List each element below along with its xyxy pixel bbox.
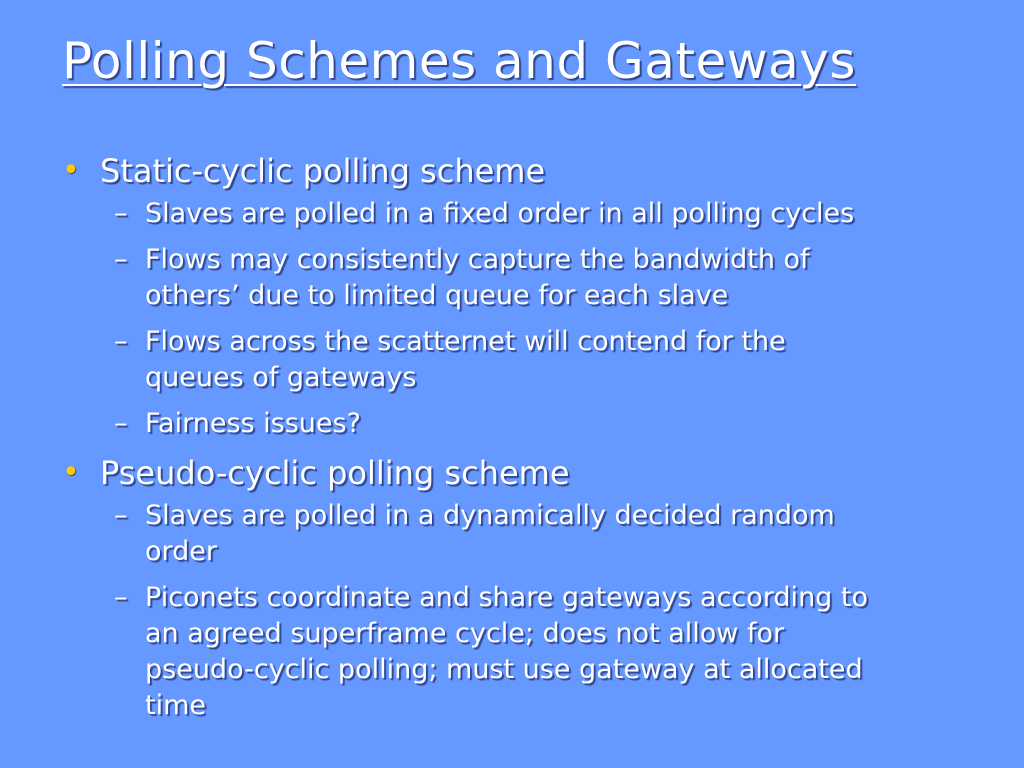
sub-bullet-item [100, 242, 960, 314]
sub-bullet-item [100, 406, 960, 442]
bullet-heading: Pseudo-cyclic polling scheme [100, 454, 570, 492]
dash-icon: – [114, 408, 128, 439]
bullet-item-pseudo-cyclic [60, 452, 960, 724]
sub-bullet-list [100, 498, 960, 724]
bullet-item-static-cyclic [60, 150, 960, 442]
dash-icon: – [114, 244, 128, 275]
dash-icon: – [114, 582, 128, 613]
sub-bullet-list [100, 196, 960, 442]
sub-bullet-item [100, 324, 960, 396]
sub-bullet-text: Flows across the scatternet will contend for the queues of gateways [145, 326, 786, 393]
sub-bullet-item [100, 498, 960, 570]
dash-icon: – [114, 500, 128, 531]
sub-bullet-item [100, 580, 960, 724]
dash-icon: – [114, 198, 128, 229]
bullet-icon: • [62, 455, 80, 490]
sub-bullet-text: Slaves are polled in a fixed order in all polling cycles [145, 198, 855, 229]
sub-bullet-item [100, 196, 960, 232]
bullet-list [60, 150, 960, 734]
sub-bullet-text: Fairness issues? [145, 408, 361, 439]
dash-icon: – [114, 326, 128, 357]
slide-title: Polling Schemes and Gateways [62, 32, 856, 90]
bullet-heading: Static-cyclic polling scheme [100, 152, 546, 190]
sub-bullet-text: Piconets coordinate and share gateways according to an agreed superframe cycle; does not allow for pseudo-cyclic polling; must use gateway at allocated time [145, 582, 869, 721]
bullet-icon: • [62, 153, 80, 188]
sub-bullet-text: Slaves are polled in a dynamically decided random order [145, 500, 835, 567]
sub-bullet-text: Flows may consistently capture the bandwidth of others’ due to limited queue for each slave [145, 244, 810, 311]
